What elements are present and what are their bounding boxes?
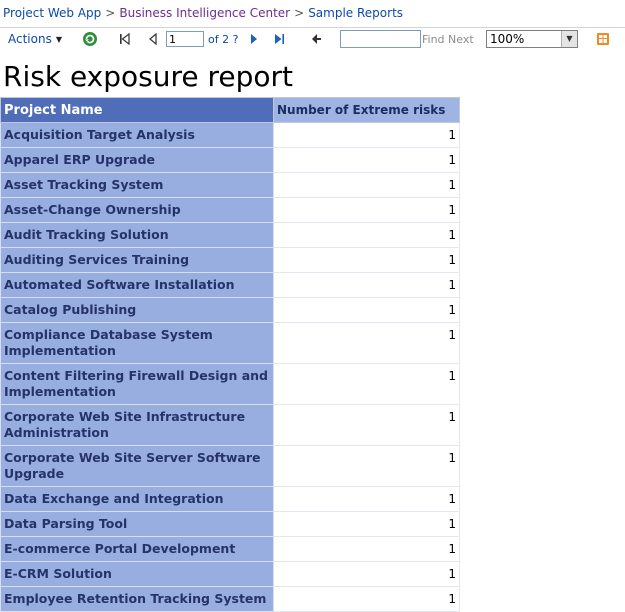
table-row [1, 173, 460, 198]
table-row [1, 562, 460, 587]
extreme-risk-count-cell: 1 [274, 198, 460, 223]
table-row [1, 298, 460, 323]
find-next-button[interactable]: Find Next [422, 33, 474, 46]
breadcrumb-separator: > [294, 6, 305, 20]
table-row [1, 273, 460, 298]
extreme-risk-count-cell: 1 [274, 273, 460, 298]
table-row [1, 323, 460, 364]
refresh-icon[interactable] [82, 31, 98, 47]
table-row [1, 248, 460, 273]
table-row [1, 198, 460, 223]
project-name-cell: Compliance Database System Implementation [1, 323, 274, 364]
table-row [1, 405, 460, 446]
project-name-cell: Acquisition Target Analysis [1, 123, 274, 148]
project-name-cell: Asset-Change Ownership [1, 198, 274, 223]
table-row [1, 512, 460, 537]
extreme-risk-count-cell: 1 [274, 405, 460, 446]
column-header-extreme-risks: Number of Extreme risks [274, 98, 460, 123]
report-toolbar [0, 27, 625, 52]
next-page-icon[interactable] [249, 33, 259, 45]
export-icon[interactable] [596, 32, 610, 46]
find-text-input[interactable] [340, 30, 421, 48]
table-row [1, 364, 460, 405]
extreme-risk-count-cell: 1 [274, 487, 460, 512]
actions-menu[interactable] [8, 32, 62, 46]
last-page-icon[interactable] [273, 33, 285, 45]
project-name-cell: Automated Software Installation [1, 273, 274, 298]
project-name-cell: Corporate Web Site Server Software Upgrade [1, 446, 274, 487]
extreme-risk-count-cell: 1 [274, 223, 460, 248]
first-page-icon[interactable] [119, 33, 131, 45]
table-row [1, 487, 460, 512]
breadcrumb-separator: > [105, 6, 116, 20]
column-header-project-name: Project Name [1, 98, 274, 123]
extreme-risk-count-cell: 1 [274, 298, 460, 323]
extreme-risk-count-cell: 1 [274, 587, 460, 612]
zoom-select[interactable] [486, 30, 578, 48]
chevron-down-icon[interactable]: ▼ [561, 31, 577, 47]
project-name-cell: E-commerce Portal Development [1, 537, 274, 562]
extreme-risk-count-cell: 1 [274, 123, 460, 148]
breadcrumb-business-intelligence-center[interactable]: Business Intelligence Center [119, 6, 291, 20]
report-table [0, 97, 460, 612]
extreme-risk-count-cell: 1 [274, 512, 460, 537]
project-name-cell: Apparel ERP Upgrade [1, 148, 274, 173]
extreme-risk-count-cell: 1 [274, 148, 460, 173]
table-row [1, 537, 460, 562]
breadcrumb [3, 4, 403, 22]
project-name-cell: Auditing Services Training [1, 248, 274, 273]
actions-label: Actions [8, 32, 52, 46]
table-row [1, 223, 460, 248]
table-row [1, 446, 460, 487]
breadcrumb-sample-reports[interactable]: Sample Reports [308, 6, 404, 20]
extreme-risk-count-cell: 1 [274, 562, 460, 587]
extreme-risk-count-cell: 1 [274, 446, 460, 487]
project-name-cell: Data Parsing Tool [1, 512, 274, 537]
project-name-cell: Catalog Publishing [1, 298, 274, 323]
page-number-input[interactable] [166, 31, 204, 47]
project-name-cell: Employee Retention Tracking System [1, 587, 274, 612]
extreme-risk-count-cell: 1 [274, 537, 460, 562]
caret-down-icon: ▼ [55, 35, 62, 44]
project-name-cell: E-CRM Solution [1, 562, 274, 587]
project-name-cell: Content Filtering Firewall Design and Implementation [1, 364, 274, 405]
previous-page-icon[interactable] [148, 33, 158, 45]
extreme-risk-count-cell: 1 [274, 364, 460, 405]
extreme-risk-count-cell: 1 [274, 248, 460, 273]
zoom-value: 100% [490, 32, 525, 46]
table-row [1, 123, 460, 148]
extreme-risk-count-cell: 1 [274, 173, 460, 198]
extreme-risk-count-cell: 1 [274, 323, 460, 364]
breadcrumb-project-web-app[interactable]: Project Web App [3, 6, 102, 20]
back-to-parent-icon[interactable] [310, 33, 322, 45]
project-name-cell: Audit Tracking Solution [1, 223, 274, 248]
table-header-row [1, 98, 460, 123]
report-title: Risk exposure report [3, 60, 294, 93]
table-row [1, 587, 460, 612]
project-name-cell: Corporate Web Site Infrastructure Administration [1, 405, 274, 446]
page-count: of 2 ? [208, 33, 239, 46]
project-name-cell: Data Exchange and Integration [1, 487, 274, 512]
project-name-cell: Asset Tracking System [1, 173, 274, 198]
table-row [1, 148, 460, 173]
